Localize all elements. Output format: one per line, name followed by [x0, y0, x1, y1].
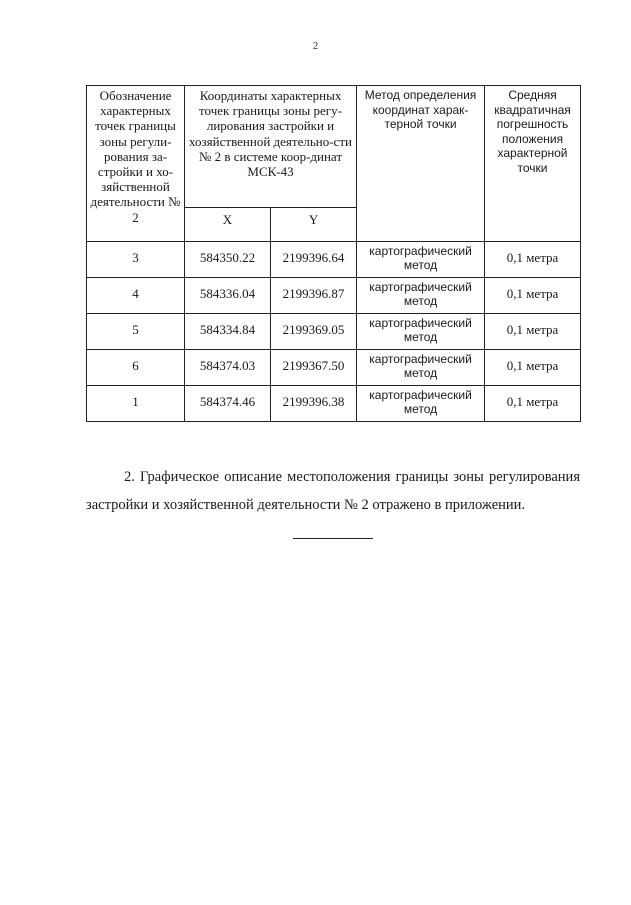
- accuracy-cell: 0,1 метра: [485, 386, 581, 422]
- table-header-row: [87, 86, 581, 208]
- closing-divider: [293, 538, 373, 539]
- table-row: [87, 386, 581, 422]
- header-point-designation: Обозначение характерных точек границы зоны регули-рования за-стройки и хо-зяйственной деятельности № 2: [87, 86, 185, 242]
- header-y: Y: [271, 208, 357, 242]
- coordinates-table: [86, 85, 581, 422]
- y-cell: 2199369.05: [271, 314, 357, 350]
- header-accuracy: Средняя квадратичная погрешность положения характерной точки: [485, 86, 581, 242]
- point-cell: 3: [87, 242, 185, 278]
- method-cell: картографический метод: [357, 278, 485, 314]
- header-coordinates: Координаты характерных точек границы зоны регу-лирования застройки и хозяйственной деятельно-сти № 2 в системе коор-динат МСК-43: [185, 86, 357, 208]
- x-cell: 584350.22: [185, 242, 271, 278]
- table-row: [87, 278, 581, 314]
- y-cell: 2199396.64: [271, 242, 357, 278]
- table-row: [87, 350, 581, 386]
- y-cell: 2199367.50: [271, 350, 357, 386]
- method-cell: картографический метод: [357, 314, 485, 350]
- x-cell: 584374.46: [185, 386, 271, 422]
- accuracy-cell: 0,1 метра: [485, 350, 581, 386]
- method-cell: картографический метод: [357, 350, 485, 386]
- y-cell: 2199396.87: [271, 278, 357, 314]
- accuracy-cell: 0,1 метра: [485, 242, 581, 278]
- y-cell: 2199396.38: [271, 386, 357, 422]
- header-method: Метод определения координат харак-терной точки: [357, 86, 485, 242]
- x-cell: 584374.03: [185, 350, 271, 386]
- body-paragraph: 2. Графическое описание местоположения границы зоны регулирования застройки и хозяйственной деятельности № 2 отражено в приложении.: [86, 468, 580, 513]
- x-cell: 584336.04: [185, 278, 271, 314]
- accuracy-cell: 0,1 метра: [485, 278, 581, 314]
- accuracy-cell: 0,1 метра: [485, 314, 581, 350]
- x-cell: 584334.84: [185, 314, 271, 350]
- method-cell: картографический метод: [357, 386, 485, 422]
- header-x: X: [185, 208, 271, 242]
- point-cell: 5: [87, 314, 185, 350]
- point-cell: 4: [87, 278, 185, 314]
- table-row: [87, 242, 581, 278]
- point-cell: 6: [87, 350, 185, 386]
- page-number: 2: [312, 40, 319, 52]
- point-cell: 1: [87, 386, 185, 422]
- table-row: [87, 314, 581, 350]
- method-cell: картографический метод: [357, 242, 485, 278]
